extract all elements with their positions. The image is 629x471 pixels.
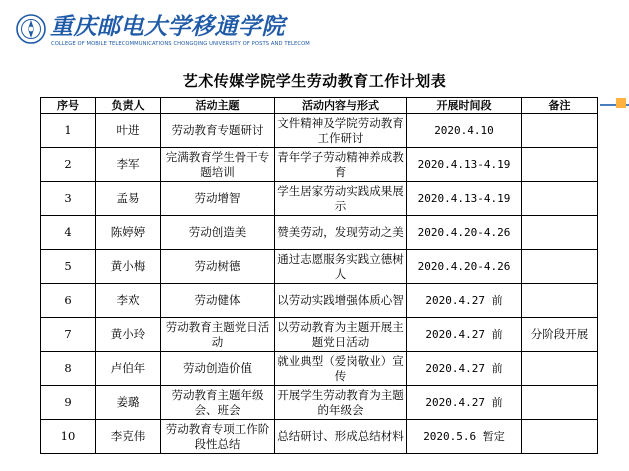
cell-owner: 黄小梅: [96, 250, 161, 284]
cell-index: 2: [41, 148, 96, 182]
cell-remark: [522, 284, 598, 318]
cell-period: 2020.4.10: [407, 114, 522, 148]
cell-period: 2020.4.27 前: [407, 352, 522, 386]
cell-remark: 分阶段开展: [522, 318, 598, 352]
table-row: [41, 352, 598, 386]
header-owner: 负责人: [96, 98, 161, 114]
cell-index: 1: [41, 114, 96, 148]
cell-theme: 劳动树德: [161, 250, 275, 284]
cell-theme: 劳动健体: [161, 284, 275, 318]
cell-period: 2020.4.20-4.26: [407, 250, 522, 284]
cell-index: 6: [41, 284, 96, 318]
cell-theme: 劳动创造价值: [161, 352, 275, 386]
table-row: [41, 216, 598, 250]
table-row: [41, 182, 598, 216]
table-row: [41, 148, 598, 182]
cell-content: 就业典型（爱岗敬业）宣传: [275, 352, 407, 386]
header-index: 序号: [41, 98, 96, 114]
cell-index: 4: [41, 216, 96, 250]
cell-owner: 李欢: [96, 284, 161, 318]
cell-period: 2020.5.6 暂定: [407, 420, 522, 454]
cell-theme: 劳动教育专项工作阶段性总结: [161, 420, 275, 454]
table-row: [41, 420, 598, 454]
header-theme: 活动主题: [161, 98, 275, 114]
page-title: 艺术传媒学院学生劳动教育工作计划表: [182, 72, 447, 90]
cell-theme: 劳动创造美: [161, 216, 275, 250]
cell-owner: 孟易: [96, 182, 161, 216]
college-logo-icon: [16, 14, 46, 44]
cell-content: 文件精神及学院劳动教育工作研讨: [275, 114, 407, 148]
cell-owner: 叶进: [96, 114, 161, 148]
table-row: [41, 284, 598, 318]
table-row: [41, 114, 598, 148]
cell-remark: [522, 114, 598, 148]
cell-content: 开展学生劳动教育为主题的年级会: [275, 386, 407, 420]
table-row: [41, 386, 598, 420]
table-header-row: [41, 98, 598, 114]
cell-owner: 姜璐: [96, 386, 161, 420]
cell-owner: 黄小玲: [96, 318, 161, 352]
cell-content: 学生居家劳动实践成果展示: [275, 182, 407, 216]
plan-table: [40, 97, 598, 454]
cell-theme: 劳动教育专题研讨: [161, 114, 275, 148]
cell-owner: 卢伯年: [96, 352, 161, 386]
cell-index: 7: [41, 318, 96, 352]
cell-index: 9: [41, 386, 96, 420]
cell-remark: [522, 148, 598, 182]
cell-remark: [522, 386, 598, 420]
cell-period: 2020.4.27 前: [407, 284, 522, 318]
cell-theme: 劳动教育主题年级会、班会: [161, 386, 275, 420]
cell-remark: [522, 420, 598, 454]
cell-content: 青年学子劳动精神养成教育: [275, 148, 407, 182]
table-row: [41, 250, 598, 284]
college-name-en: COLLEGE OF MOBILE TELECOMMUNICATIONS CHONGQING UNIVERSITY OF POSTS AND TELECOM: [51, 41, 310, 47]
cell-index: 5: [41, 250, 96, 284]
cell-content: 赞美劳动，发现劳动之美: [275, 216, 407, 250]
cell-period: 2020.4.27 前: [407, 386, 522, 420]
cell-index: 8: [41, 352, 96, 386]
cell-owner: 李克伟: [96, 420, 161, 454]
cell-owner: 李军: [96, 148, 161, 182]
header-period: 开展时间段: [407, 98, 522, 114]
cell-theme: 完满教育学生骨干专题培训: [161, 148, 275, 182]
cell-remark: [522, 216, 598, 250]
cell-remark: [522, 250, 598, 284]
table-row: [41, 318, 598, 352]
decorative-square: [616, 98, 626, 108]
cell-theme: 劳动教育主题党日活动: [161, 318, 275, 352]
cell-content: 以劳动实践增强体质心智: [275, 284, 407, 318]
cell-owner: 陈婷婷: [96, 216, 161, 250]
cell-content: 以劳动教育为主题开展主题党日活动: [275, 318, 407, 352]
cell-theme: 劳动增智: [161, 182, 275, 216]
cell-index: 3: [41, 182, 96, 216]
cell-period: 2020.4.13-4.19: [407, 182, 522, 216]
cell-period: 2020.4.27 前: [407, 318, 522, 352]
page-header: [0, 0, 629, 56]
cell-period: 2020.4.20-4.26: [407, 216, 522, 250]
cell-index: 10: [41, 420, 96, 454]
cell-remark: [522, 182, 598, 216]
cell-remark: [522, 352, 598, 386]
cell-content: 总结研讨、形成总结材料: [275, 420, 407, 454]
header-content: 活动内容与形式: [275, 98, 407, 114]
cell-period: 2020.4.13-4.19: [407, 148, 522, 182]
header-remark: 备注: [522, 98, 598, 114]
college-name-cn: 重庆邮电大学移通学院: [50, 13, 285, 40]
cell-content: 通过志愿服务实践立德树人: [275, 250, 407, 284]
